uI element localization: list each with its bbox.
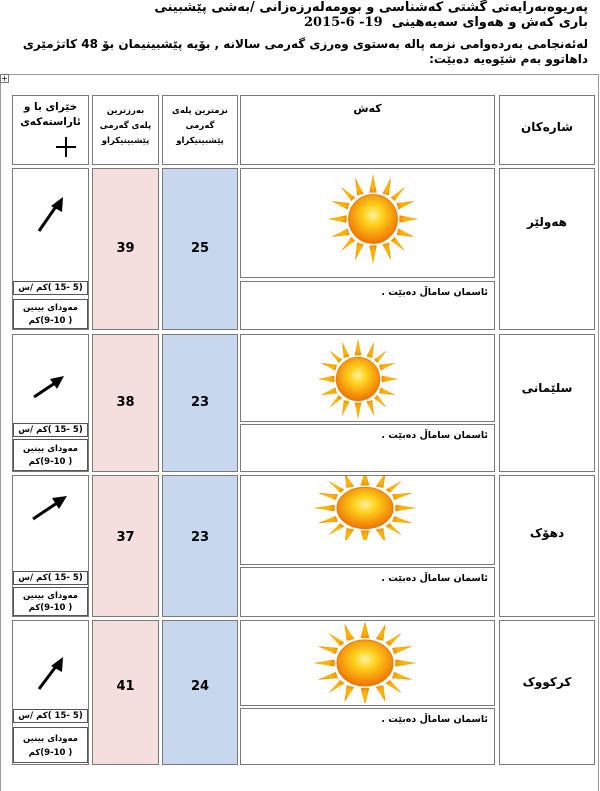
- header-weather-cell: [240, 95, 495, 165]
- wind-cell: [12, 168, 89, 330]
- header-weather: کەش: [353, 102, 382, 115]
- header-max-temp: بەرزترین پلەی گەرمی پێشبینیکراو: [99, 106, 152, 146]
- weather-icon-cell: [240, 620, 495, 706]
- header-wind-cell: [12, 95, 89, 165]
- plus-icon: [55, 136, 77, 158]
- header-title: پەریوەبەرایەتی گشتی کەشناسی و بوومەلەرزەزانی /بەشی پێشبینی: [154, 0, 588, 15]
- max-temp-value: 37: [116, 530, 135, 545]
- visibility-label: مەودای بینین: [23, 591, 78, 601]
- sun-icon: [316, 337, 400, 421]
- min-temp-cell: [162, 168, 238, 330]
- max-temp-value: 41: [116, 679, 135, 694]
- min-temp-cell: [162, 620, 238, 765]
- weather-desc-cell: [240, 567, 495, 617]
- visibility-label: مەودای بینین: [23, 303, 78, 313]
- weather-description: ئاسمان ساماڵ دەبێت .: [381, 287, 488, 298]
- wind-speed: (5 -15 )کم /س: [13, 423, 88, 437]
- header-min-temp: نزمترین پلەی گەرمی پێشبینیکراو: [172, 106, 228, 146]
- weather-desc-cell: [240, 424, 495, 472]
- max-temp-cell: [92, 334, 159, 472]
- max-temp-value: 39: [116, 241, 135, 256]
- weather-description: ئاسمان ساماڵ دەبێت .: [381, 573, 488, 584]
- city-name: دهۆک: [529, 526, 565, 540]
- header-intro: لەئەنجامی بەردەوامی نزمە پالە بەستوی وەرزی گەرمی سالانە , بۆیە پێشبینیمان بۆ 48 کاتژمێری: [22, 37, 588, 51]
- weather-icon-cell: [240, 168, 495, 278]
- wind-arrow-icon: [30, 492, 70, 522]
- header-city-cell: [499, 95, 595, 165]
- weather-description: ئاسمان ساماڵ دەبێت .: [381, 430, 488, 441]
- min-temp-value: 24: [190, 679, 210, 694]
- wind-cell: [12, 620, 89, 765]
- visibility-value: ( 9-10)کم: [28, 316, 73, 326]
- min-temp-value: 25: [190, 241, 210, 256]
- visibility-value: ( 9-10)کم: [28, 748, 73, 758]
- max-temp-cell: [92, 620, 159, 765]
- weather-description: ئاسمان ساماڵ دەبێت .: [381, 714, 488, 725]
- wind-arrow-icon: [35, 655, 67, 693]
- header-wind: خێرای با و ئاراستەکەی: [20, 101, 81, 128]
- wind-cell: [12, 475, 89, 617]
- sun-icon: [326, 172, 420, 266]
- header-date-text: باری کەش و هەوای سەیەهینی: [391, 15, 588, 30]
- min-temp-cell: [162, 475, 238, 617]
- wind-speed: (5 -15 )کم /س: [13, 571, 88, 585]
- min-temp-value: 23: [190, 395, 210, 410]
- header-date: 19- 6-2015: [303, 15, 383, 30]
- city-cell: [499, 334, 595, 472]
- weather-desc-cell: [240, 708, 495, 765]
- sun-icon: [311, 623, 419, 703]
- city-name: هەولێر: [527, 215, 567, 229]
- city-name: سلێمانی: [521, 381, 573, 395]
- header-city: شارەکان: [520, 120, 574, 134]
- visibility-value: ( 9-10)کم: [28, 603, 73, 613]
- city-cell: [499, 620, 595, 765]
- visibility-box: [13, 727, 88, 763]
- header-intro-cont: داهاتوو بەم شێوەیە دەبێت:: [429, 52, 588, 66]
- visibility-label: مەودای بینین: [23, 444, 78, 454]
- max-temp-cell: [92, 475, 159, 617]
- weather-icon-cell: [240, 334, 495, 422]
- visibility-value: ( 9-10)کم: [28, 457, 73, 467]
- header-min-cell: [162, 95, 238, 165]
- visibility-box: [13, 587, 88, 616]
- sun-icon: [311, 476, 419, 540]
- min-temp-cell: [162, 334, 238, 472]
- header-date-line: [304, 15, 588, 30]
- visibility-label: مەودای بینین: [23, 734, 78, 744]
- city-name: کرکووک: [522, 675, 572, 689]
- city-cell: [499, 475, 595, 617]
- min-temp-value: 23: [190, 530, 210, 545]
- max-temp-value: 38: [116, 395, 135, 410]
- wind-speed: (5 -15 )کم /س: [13, 709, 88, 723]
- wind-arrow-icon: [31, 373, 67, 401]
- header-max-cell: [92, 95, 159, 165]
- visibility-box: [13, 299, 88, 329]
- table-move-handle-icon[interactable]: +: [1, 74, 8, 83]
- visibility-box: [13, 439, 88, 471]
- weather-icon-cell: [240, 475, 495, 565]
- city-cell: [499, 168, 595, 330]
- wind-arrow-icon: [35, 195, 67, 235]
- weather-desc-cell: [240, 281, 495, 330]
- wind-speed: (5 -15 )کم /س: [13, 281, 88, 295]
- max-temp-cell: [92, 168, 159, 330]
- wind-cell: [12, 334, 89, 472]
